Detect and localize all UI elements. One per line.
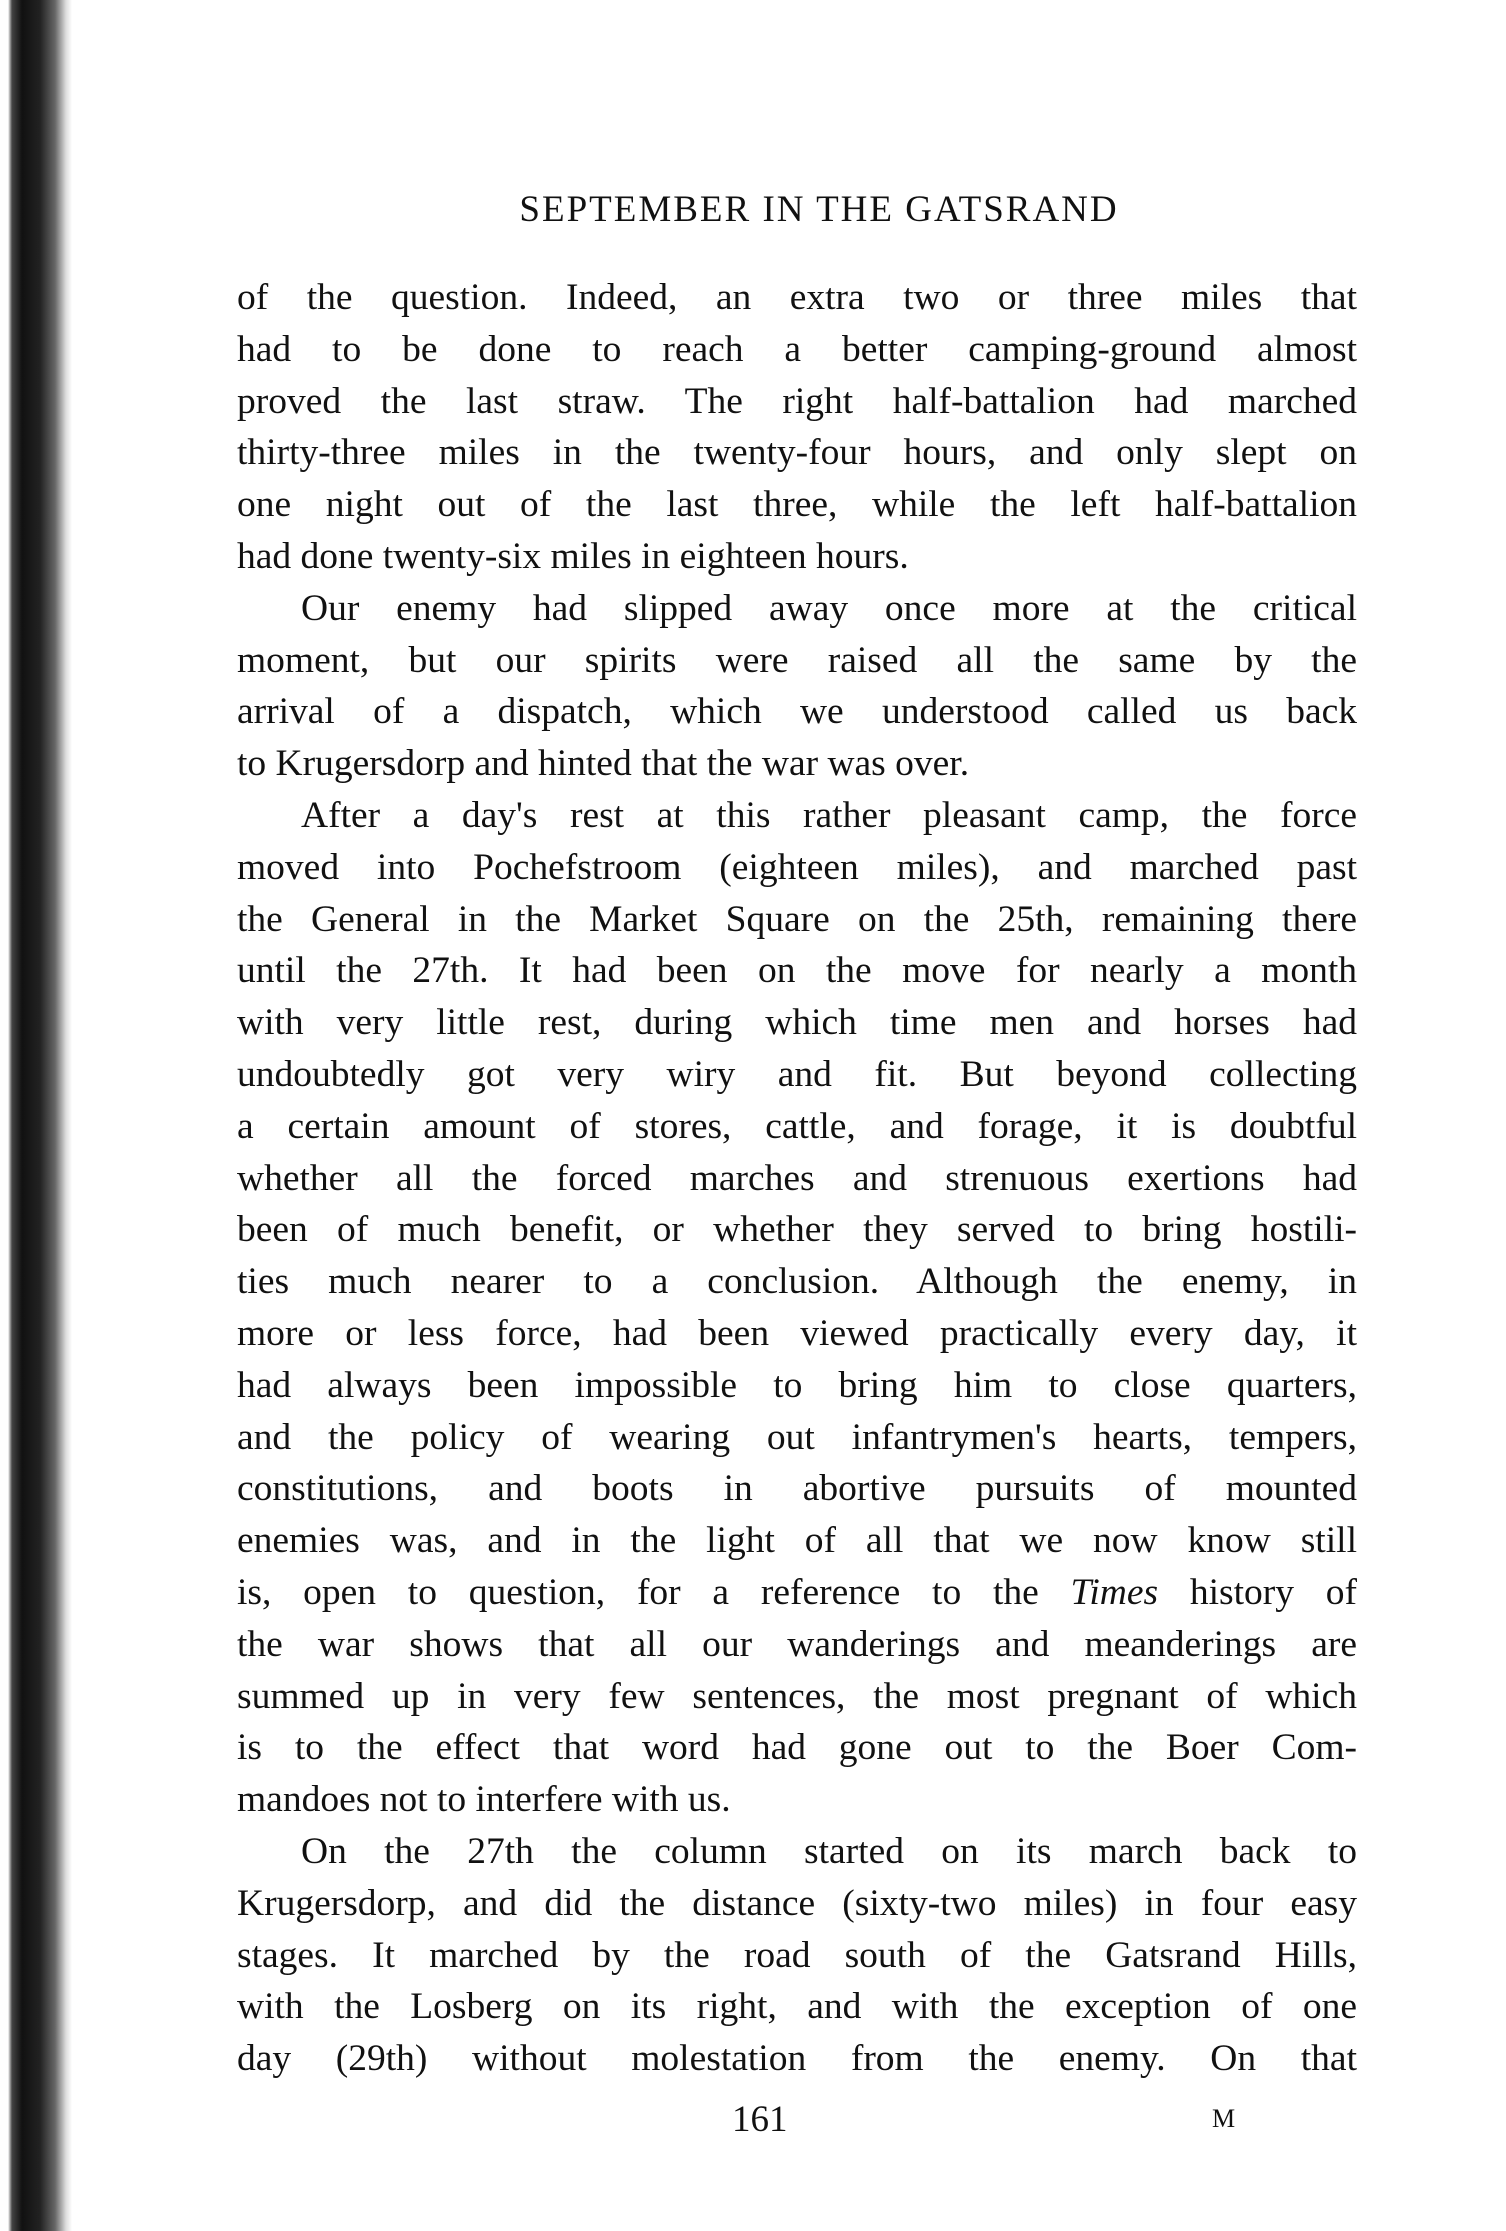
text-line: is, open to question, for a reference to the Times history of bbox=[237, 1571, 1357, 1613]
text-line: the General in the Market Square on the 25th, remaining there bbox=[237, 898, 1357, 940]
text-line: undoubtedly got very wiry and fit. But beyond collecting bbox=[237, 1053, 1357, 1095]
text-line: had done twenty-six miles in eighteen hours. bbox=[237, 535, 909, 577]
paragraph bbox=[237, 1826, 1357, 2085]
text-line: moved into Pochefstroom (eighteen miles), and marched past bbox=[237, 846, 1357, 888]
text-line: enemies was, and in the light of all that we now know still bbox=[237, 1520, 1357, 1562]
text-line: until the 27th. It had been on the move for nearly a month bbox=[237, 950, 1357, 992]
page-number: 161 bbox=[732, 2099, 788, 2140]
text-line: mandoes not to interfere with us. bbox=[237, 1779, 731, 1821]
paragraph bbox=[237, 583, 1357, 790]
text-line: whether all the forced marches and strenuous exertions had bbox=[237, 1157, 1357, 1199]
signature-mark: M bbox=[1212, 2104, 1236, 2133]
text-line: stages. It marched by the road south of the Gatsrand Hills, bbox=[237, 1934, 1357, 1976]
text-line: ties much nearer to a conclusion. Although the enemy, in bbox=[237, 1261, 1357, 1303]
paragraph bbox=[237, 790, 1357, 1826]
text-line: of the question. Indeed, an extra two or three miles that bbox=[237, 277, 1357, 318]
text-line: and the policy of wearing out infantrymen's hearts, tempers, bbox=[237, 1416, 1357, 1458]
text-line: the war shows that all our wanderings and meanderings are bbox=[237, 1623, 1357, 1665]
text-line: to Krugersdorp and hinted that the war was over. bbox=[237, 743, 970, 785]
text-line: Our enemy had slipped away once more at the critical bbox=[301, 587, 1357, 629]
text-line: had always been impossible to bring him to close quarters, bbox=[237, 1364, 1357, 1406]
text-line: is to the effect that word had gone out to the Boer Com- bbox=[237, 1727, 1357, 1769]
text-line: with the Losberg on its right, and with the exception of one bbox=[237, 1986, 1357, 2028]
text-line: with very little rest, during which time men and horses had bbox=[237, 1002, 1357, 1044]
text-line: summed up in very few sentences, the most pregnant of which bbox=[237, 1675, 1357, 1717]
text-line: moment, but our spirits were raised all the same by the bbox=[237, 639, 1357, 681]
text-line: On the 27th the column started on its march back to bbox=[301, 1830, 1357, 1872]
body-text bbox=[237, 272, 1357, 2085]
running-head: SEPTEMBER IN THE GATSRAND bbox=[519, 189, 1119, 230]
text-line: more or less force, had been viewed practically every day, it bbox=[237, 1312, 1357, 1354]
text-line: one night out of the last three, while the left half-battalion bbox=[237, 484, 1357, 526]
text-line: Krugersdorp, and did the distance (sixty-two miles) in four easy bbox=[237, 1882, 1357, 1924]
text-line: proved the last straw. The right half-battalion had marched bbox=[237, 380, 1357, 422]
text-line: arrival of a dispatch, which we understood called us back bbox=[237, 691, 1357, 733]
text-line: had to be done to reach a better camping-ground almost bbox=[237, 328, 1357, 370]
text-line: thirty-three miles in the twenty-four hours, and only slept on bbox=[237, 432, 1357, 474]
text-line: day (29th) without molestation from the enemy. On that bbox=[237, 2038, 1357, 2080]
text-line: been of much benefit, or whether they served to bring hostili- bbox=[237, 1209, 1357, 1251]
text-line: After a day's rest at this rather pleasant camp, the force bbox=[301, 794, 1357, 836]
text-line: a certain amount of stores, cattle, and forage, it is doubtful bbox=[237, 1105, 1357, 1147]
book-binding-edge bbox=[0, 0, 72, 2231]
paragraph bbox=[237, 272, 1357, 583]
text-line: constitutions, and boots in abortive pursuits of mounted bbox=[237, 1468, 1357, 1510]
